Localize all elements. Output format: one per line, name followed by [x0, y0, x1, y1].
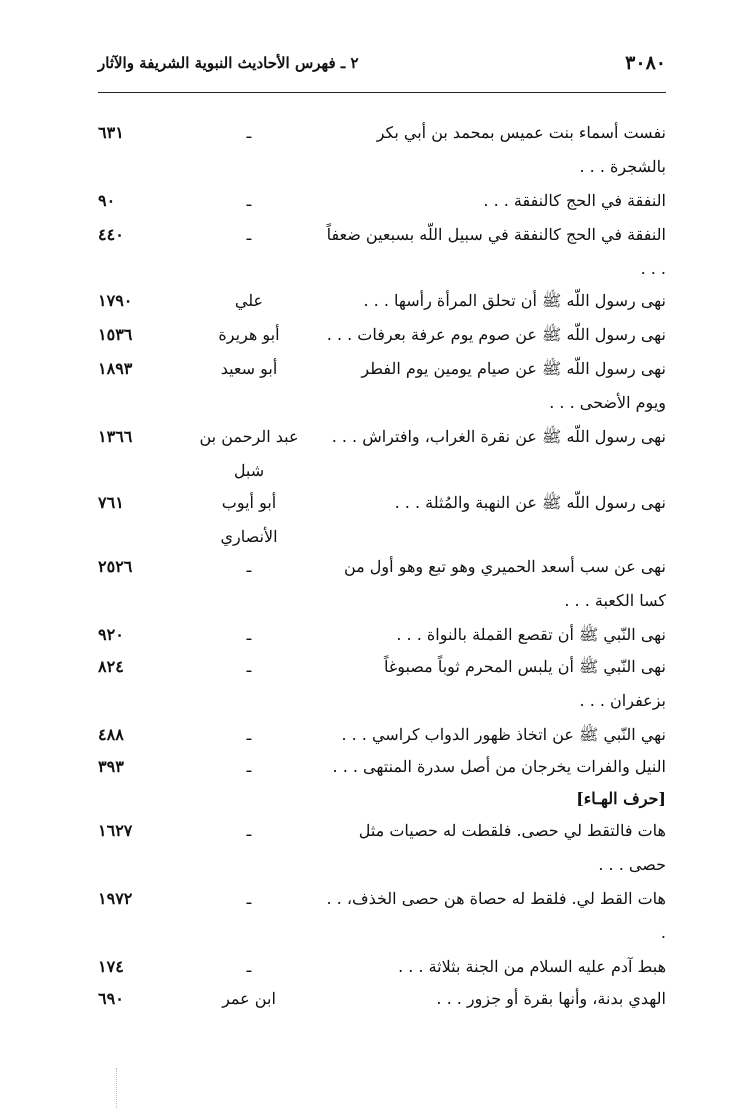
hadith-number: ١٥٣٦ — [98, 325, 133, 344]
hadith-number: ١٩٧٢ — [98, 889, 133, 908]
running-title: ٢ ـ فهرس الأحاديث النبوية الشريفة والآثار — [98, 54, 359, 72]
narrator: ـ — [246, 123, 252, 142]
hadith-text: نهي النّبي ﷺ عن اتخاذ ظهور الدواب كراسي . . . — [341, 725, 666, 744]
hadith-text: نهى النّبي ﷺ أن يلبس المحرم ثوباً مصبوغاً بزعفران . . . — [383, 657, 666, 710]
hadith-text: نهى رسول اللّه ﷺ عن نقرة الغراب، وافتراش . . . — [331, 427, 666, 446]
hadith-number: ٢٥٢٦ — [98, 557, 133, 576]
hadith-text: نهى رسول اللّه ﷺ عن النهبة والمُثلة . . . — [394, 493, 666, 512]
hadith-number: ١٨٩٣ — [98, 359, 133, 378]
page-number: ٣٠٨٠ — [625, 52, 666, 74]
narrator: أبو هريرة — [218, 325, 280, 344]
section-heading: [حرف الهـاء] — [576, 789, 666, 808]
narrator: ـ — [246, 557, 252, 576]
narrator: علي — [234, 291, 264, 310]
hadith-number: ٣٩٣ — [98, 757, 124, 776]
narrator: ـ — [246, 757, 252, 776]
hadith-number: ٦٩٠ — [98, 989, 124, 1008]
narrator: ـ — [246, 625, 252, 644]
hadith-text: نهى عن سب أسعد الحميري وهو تبع وهو أول من كسا الكعبة . . . — [343, 557, 666, 610]
narrator: عبد الرحمن بن شبل — [199, 427, 299, 480]
narrator: ابن عمر — [222, 989, 276, 1008]
hadith-number: ٩٢٠ — [98, 625, 124, 644]
narrator: ـ — [246, 657, 252, 676]
hadith-number: ١٧٩٠ — [98, 291, 133, 310]
narrator: ـ — [246, 889, 252, 908]
hadith-text: نهى رسول اللّه ﷺ أن تحلق المرأة رأسها . . . — [363, 291, 666, 310]
hadith-number: ١٧٤ — [98, 957, 124, 976]
hadith-number: ١٣٦٦ — [98, 427, 133, 446]
hadith-number: ٨٢٤ — [98, 657, 124, 676]
hadith-number: ٤٤٠ — [98, 225, 124, 244]
hadith-text: هبط آدم عليه السلام من الجنة بثلاثة . . . — [398, 957, 666, 976]
narrator: ـ — [246, 957, 252, 976]
hadith-text: النفقة في الحج كالنفقة . . . — [483, 191, 666, 210]
hadith-text: الهدي بدنة، وأنها بقرة أو جزور . . . — [436, 989, 666, 1008]
hadith-number: ٦٣١ — [98, 123, 124, 142]
page-header — [98, 52, 666, 82]
hadith-number: ١٦٢٧ — [98, 821, 133, 840]
narrator: ـ — [246, 725, 252, 744]
hadith-number: ٧٦١ — [98, 493, 124, 512]
hadith-text: هات فالتقط لي حصى. فلقطت له حصيات مثل حصى . . . — [358, 821, 666, 874]
narrator: ـ — [246, 191, 252, 210]
hadith-number: ٤٨٨ — [98, 725, 124, 744]
narrator: أبو أيوب الأنصاري — [220, 493, 278, 546]
narrator: أبو سعيد — [220, 359, 278, 378]
hadith-text: نهى رسول اللّه ﷺ عن صيام يومين يوم الفطر ويوم الأضحى . . . — [361, 359, 666, 412]
hadith-text: النيل والفرات يخرجان من أصل سدرة المنتهى . . . — [332, 757, 666, 776]
narrator: ـ — [246, 225, 252, 244]
hadith-text: نهى النّبي ﷺ أن تقصع القملة بالنواة . . . — [396, 625, 666, 644]
hadith-text: نفست أسماء بنت عميس بمحمد بن أبي بكر بالشجرة . . . — [376, 123, 666, 176]
hadith-text: هات القط لي. فلقط له حصاة هن حصى الخذف، . . . — [326, 889, 666, 942]
scan-margin-mark — [116, 1068, 118, 1108]
hadith-text: النفقة في الحج كالنفقة في سبيل اللّه بسبعين ضعفاً . . . — [326, 225, 666, 278]
hadith-number: ٩٠ — [98, 191, 116, 210]
hadith-text: نهى رسول اللّه ﷺ عن صوم يوم عرفة بعرفات . . . — [326, 325, 666, 344]
header-rule — [98, 92, 666, 93]
narrator: ـ — [246, 821, 252, 840]
